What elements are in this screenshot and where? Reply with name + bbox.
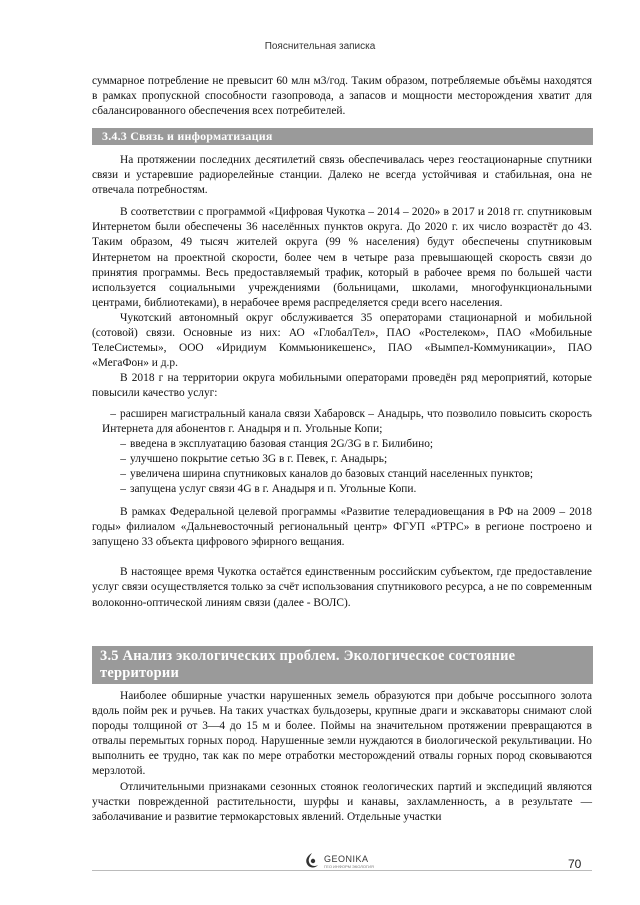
paragraph: В настоящее время Чукотка остаётся единственным российским субъектом, где предоставление услуг связи осуществляется только за счёт использования спутникового ресурса, а не по современным волоконно-оптической линиям связи (далее - ВОЛС). (92, 566, 592, 609)
list-dash: – (120, 452, 126, 465)
intro-paragraph: суммарное потребление не превысит 60 млн м3/год. Таким образом, потребляемые объёмы находятся в рамках пропускной способности газопровода, а запасов и мощности месторождения хватит для сбалансированного обеспечения всех потребителей. (92, 75, 592, 118)
paragraph: В рамках Федеральной целевой программы «Развитие телерадиовещания в РФ на 2009 – 2018 годы» филиалом «Дальневосточный региональный центр» ФГУП «РТРС» в регионе построено и запущено 33 объекта цифрового эфирного вещания. (92, 506, 592, 549)
footer-divider (92, 870, 592, 871)
page-number: 70 (568, 857, 582, 871)
section-heading-3-4-3: 3.4.3 Связь и информатизация (92, 128, 593, 145)
paragraph: Отличительными признаками сезонных стоянок геологических партий и экспедиций являются участки поврежденной растительности, шурфы и канавы, захламленность, а в результате — заболачивание и развитие термокарстовых явлений. Отдельные участки (92, 780, 592, 823)
paragraph: В 2018 г на территории округа мобильными операторами проведён ряд мероприятий, которые повысили качество услуг: (92, 372, 592, 400)
page-header: Пояснительная записка (264, 41, 376, 52)
intro-text (92, 74, 592, 119)
list-item: – введена в эксплуатацию базовая станция 2G/3G в г. Билибино; (92, 437, 592, 452)
paragraph: Наиболее обширные участки нарушенных земель образуются при добыче россыпного золота вдоль пойм рек и ручьев. На таких участках бульдозеры, крупные драги и экскаваторы снимают слой породы толщиной от 3—4 до 15 м и более. Поймы на значительном протяжении превращаются в отвалы перемытых горных пород. Нарушенные земли нуждаются в биологической рекультивации. Но выполнить ее трудно, так как по мере отработки месторождений отвалы горных пород сковываются мерзлотой. (92, 690, 592, 778)
section-heading-3-5: 3.5 Анализ экологических проблем. Экологическое состояние территории (92, 646, 593, 684)
list-item: – расширен магистральный канала связи Хабаровск – Анадырь, что позволило повысить скорость Интернета для абонентов г. Анадыря и п. Угольные Копи; (102, 407, 592, 435)
list-dash: – (120, 467, 126, 480)
logo-name: GEONIKA (324, 853, 369, 864)
list-item: – увеличена ширина спутниковых каналов до базовых станций населенных пунктов; (92, 467, 592, 482)
section-3-5-body (92, 689, 592, 825)
paragraph: На протяжении последних десятилетий связь обеспечивалась через геостационарные спутники связи и устаревшие радиорелейные станции. Далеко не всегда устойчивая и стабильная, она не отвечала потребностям. (92, 154, 592, 197)
section-3-4-3-body (92, 153, 592, 611)
paragraph: Чукотский автономный округ обслуживается 35 операторами стационарной и мобильной (сотовой) связи. Основные из них: АО «ГлобалТел», ПАО «Ростелеком», ПАО «Мобильные ТелеСистемы», ООО «Иридиум Коммьюникешенс», ПАО «Вымпел-Коммуникации», ПАО «МегаФон» и д.р. (92, 311, 592, 370)
list-dash: – (120, 437, 126, 450)
list-item: – запущена услуг связи 4G в г. Анадыря и п. Угольные Копи. (92, 482, 592, 497)
logo-tagline: ГЕО ИНФОРМ ЭКОЛОГИЯ (324, 863, 374, 869)
list-item: – улучшено покрытие сетью 3G в г. Певек, г. Анадырь; (92, 452, 592, 467)
geonika-logo-icon (304, 852, 320, 870)
footer-logo (304, 852, 374, 870)
paragraph: В соответствии с программой «Цифровая Чукотка – 2014 – 2020» в 2017 и 2018 гг. спутниковым Интернетом были обеспечены 36 населённых пунктов округа. До 2020 г. их число возрастёт до 43. Таким образом, 49 тысяч жителей округа (99 % населения) будут обеспечены спутниковым Интернетом на проектной скорости, более чем в четыре раза превышающей скорость связи до принятия программы. Весь предоставляемый трафик, который в рабочее время по большей части используется социальными учреждениями (больницами, школами, многофункциональными центрами, библиотеками), в нерабочее время распределяется среди всего населения. (92, 206, 592, 309)
list-dash: – (110, 407, 116, 420)
list-dash: – (120, 482, 126, 495)
